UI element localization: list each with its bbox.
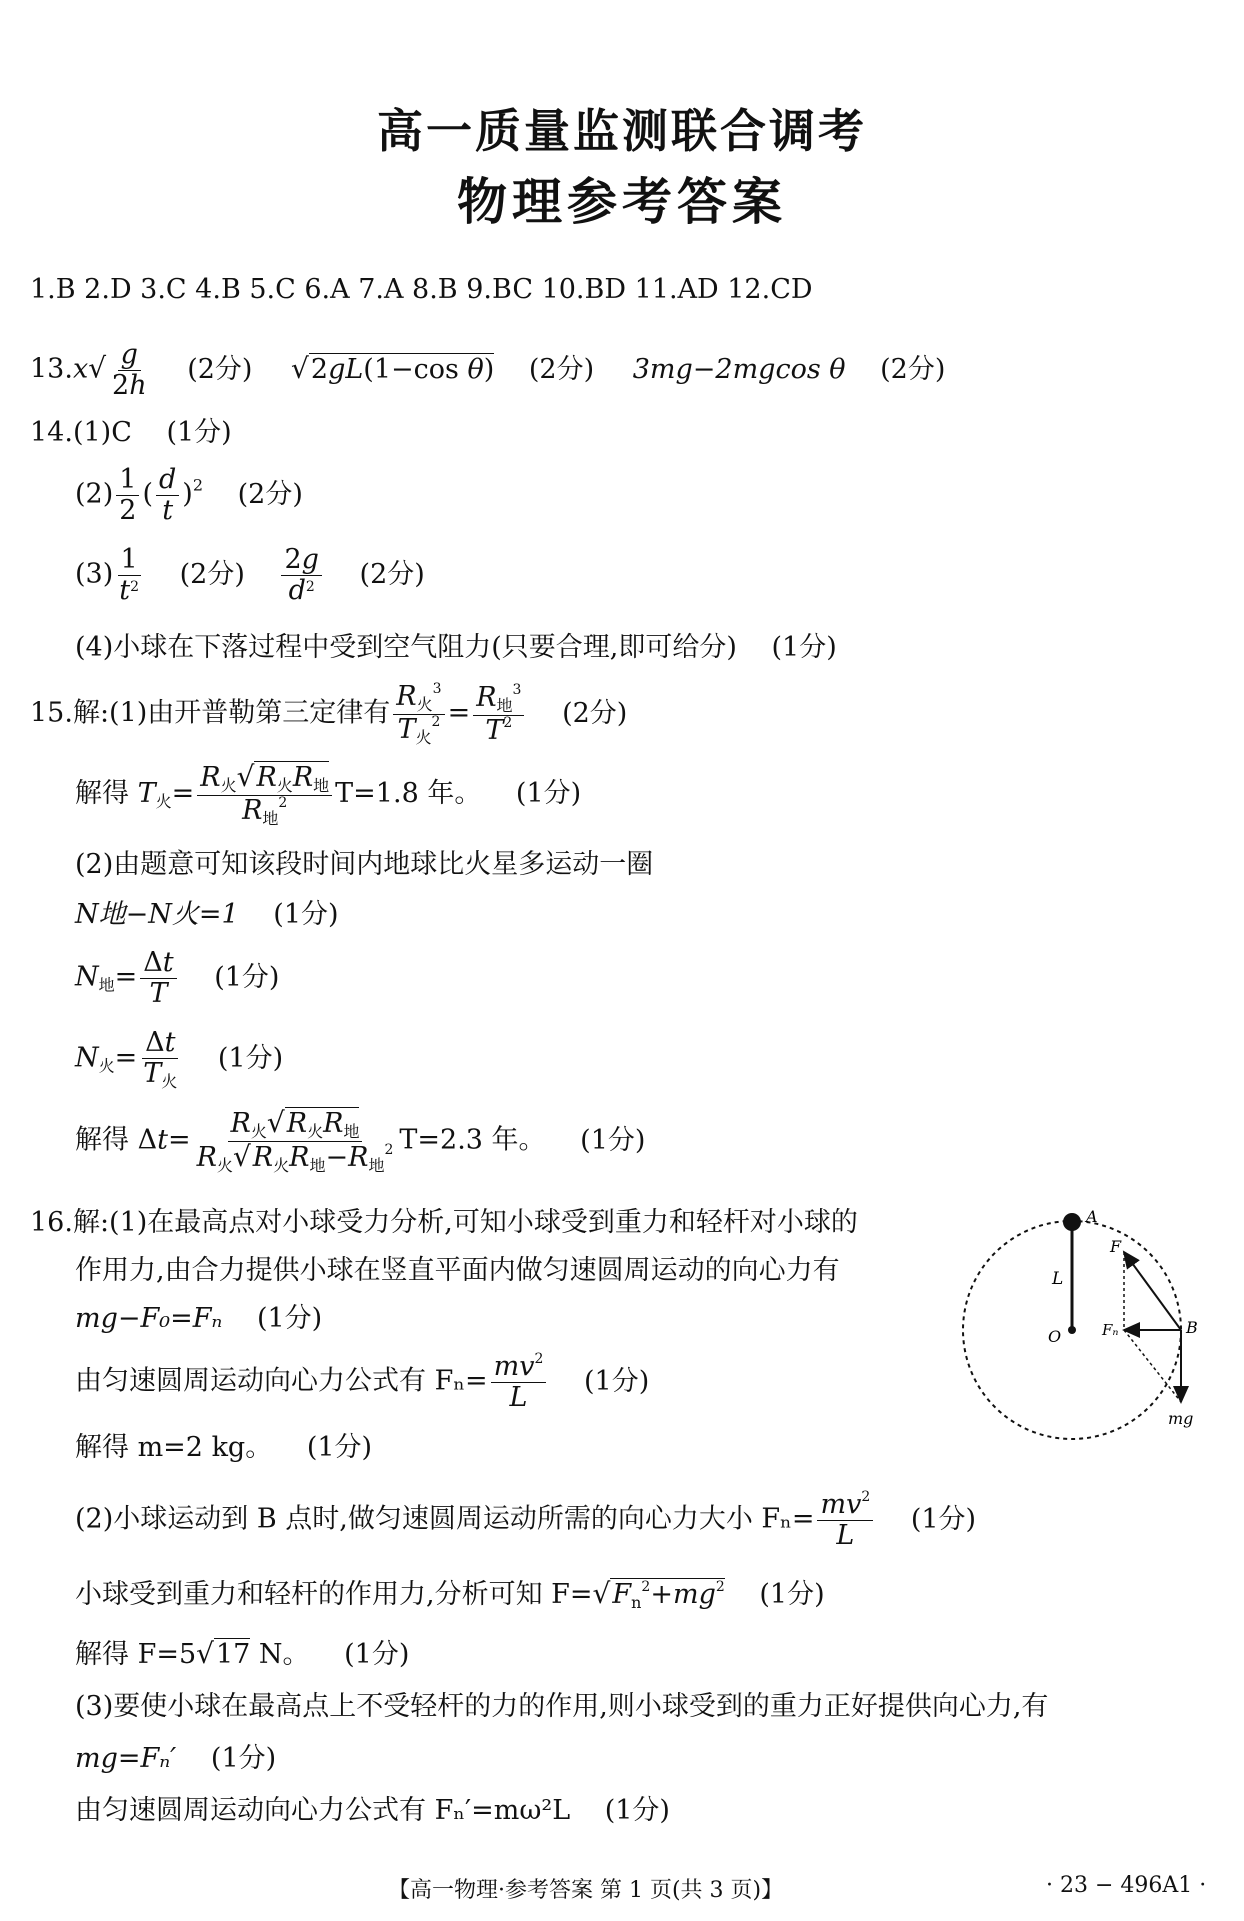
label-mg: mg bbox=[1168, 1409, 1194, 1428]
force-diagram bbox=[962, 1192, 1222, 1442]
label-fn: Fₙ bbox=[1102, 1321, 1119, 1339]
q16-line-8: 解得 F=5√17 N。 (1分) bbox=[75, 1637, 410, 1670]
q13-score-1: (2分) bbox=[187, 353, 253, 385]
q16-line-6: (2)小球运动到 B 点时,做匀速圆周运动所需的向心力大小 Fₙ= $\frac{mv^2}{L}$ (1分) bbox=[75, 1489, 977, 1551]
q16-line-5: 解得 m=2 kg。 (1分) bbox=[75, 1432, 373, 1463]
q14-part3: (3) $\frac{1}{t^2}$ (2分) $\frac{2g}{d^2}$ (2分) bbox=[75, 544, 425, 606]
q16-line-4: 由匀速圆周运动向心力公式有 Fₙ= $\frac{mv^2}{L}$ (1分) bbox=[75, 1351, 650, 1413]
q16-line-10: mg=Fₙ′ (1分) bbox=[75, 1743, 277, 1774]
label-a: A bbox=[1086, 1207, 1098, 1226]
label-l: L bbox=[1052, 1269, 1064, 1289]
ball-at-A bbox=[1063, 1213, 1081, 1231]
q13-line: 13.x√ $\frac{g}{2h}$ (2分) √2gL(1−cos θ) (2分) 3mg−2mgcos θ (2分) bbox=[30, 339, 946, 401]
title-line-1: 高一质量监测联合调考 bbox=[377, 104, 867, 158]
q15-final: 解得 Δt= $\frac{R_火√R_火R_地}{R_火√R_火R_地-R_地^2}$ T=2.3 年。 (1分) bbox=[75, 1106, 646, 1175]
q15-eq-mars: $N_火=$ $\frac{\Delta t}{T_火}$ (1分) bbox=[75, 1027, 284, 1091]
q16-line-9: (3)要使小球在最高点上不受轻杆的力的作用,则小球受到的重力正好提供向心力,有 bbox=[75, 1691, 1049, 1722]
q14-part2: (2) $\frac{1}{2}$ ( $\frac{d}{t}$ )$^2$ (2分) bbox=[75, 464, 303, 526]
q14-part4: (4)小球在下落过程中受到空气阻力(只要合理,即可给分) (1分) bbox=[75, 632, 837, 663]
q15-part2: (2)由题意可知该段时间内地球比火星多运动一圈 bbox=[75, 849, 654, 880]
footer-page-info: 【高一物理·参考答案 第 1 页(共 3 页)】 bbox=[388, 1878, 784, 1903]
label-o: O bbox=[1048, 1327, 1062, 1346]
label-f: F bbox=[1110, 1237, 1122, 1256]
center-point bbox=[1068, 1326, 1076, 1334]
label-b: B bbox=[1186, 1318, 1198, 1337]
q14-part1: 14.(1)C (1分) bbox=[30, 417, 232, 448]
q16-line-2: 作用力,由合力提供小球在竖直平面内做匀速圆周运动的向心力有 bbox=[75, 1255, 840, 1286]
f-arrow bbox=[1124, 1252, 1181, 1330]
q13-label: 13. bbox=[30, 353, 73, 385]
dashed-diagonal bbox=[1124, 1330, 1181, 1402]
q16-line-7: 小球受到重力和轻杆的作用力,分析可知 $F=√F_n^2+mg^2$ (1分) bbox=[75, 1577, 825, 1612]
footer-code: · 23 − 496A1 · bbox=[1046, 1873, 1207, 1898]
choice-answers: 1.B 2.D 3.C 4.B 5.C 6.A 7.A 8.B 9.BC 10.BD 11.AD 12.CD bbox=[30, 274, 813, 305]
q13-expr3: 3mg−2mgcos θ bbox=[632, 353, 846, 385]
q15-kepler: 15.解:(1)由开普勒第三定律有 $\frac{R_火^3}{T_火^2}$ = $\frac{R_地^3}{T^2}$ (2分) bbox=[30, 681, 628, 747]
q15-eq-earth: $N_地=$ $\frac{\Delta t}{T}$ (1分) bbox=[75, 947, 280, 1009]
q15-eq-diff: N地−N火=1 (1分) bbox=[75, 899, 339, 930]
q15-period: 解得 $T_火=$ $\frac{R_火√R_火R_地}{R_地^2}$ T=1.8 年。 (1分) bbox=[75, 760, 582, 828]
q13-score-3: (2分) bbox=[880, 353, 946, 385]
title-line-2: 物理参考答案 bbox=[457, 173, 787, 231]
q16-line-11: 由匀速圆周运动向心力公式有 Fₙ′=mω²L (1分) bbox=[75, 1795, 670, 1826]
q13-score-2: (2分) bbox=[528, 353, 595, 385]
q16-line-3: mg−F₀=Fₙ (1分) bbox=[75, 1303, 323, 1334]
q16-line-1: 16.解:(1)在最高点对小球受力分析,可知小球受到重力和轻杆对小球的 bbox=[30, 1207, 858, 1238]
